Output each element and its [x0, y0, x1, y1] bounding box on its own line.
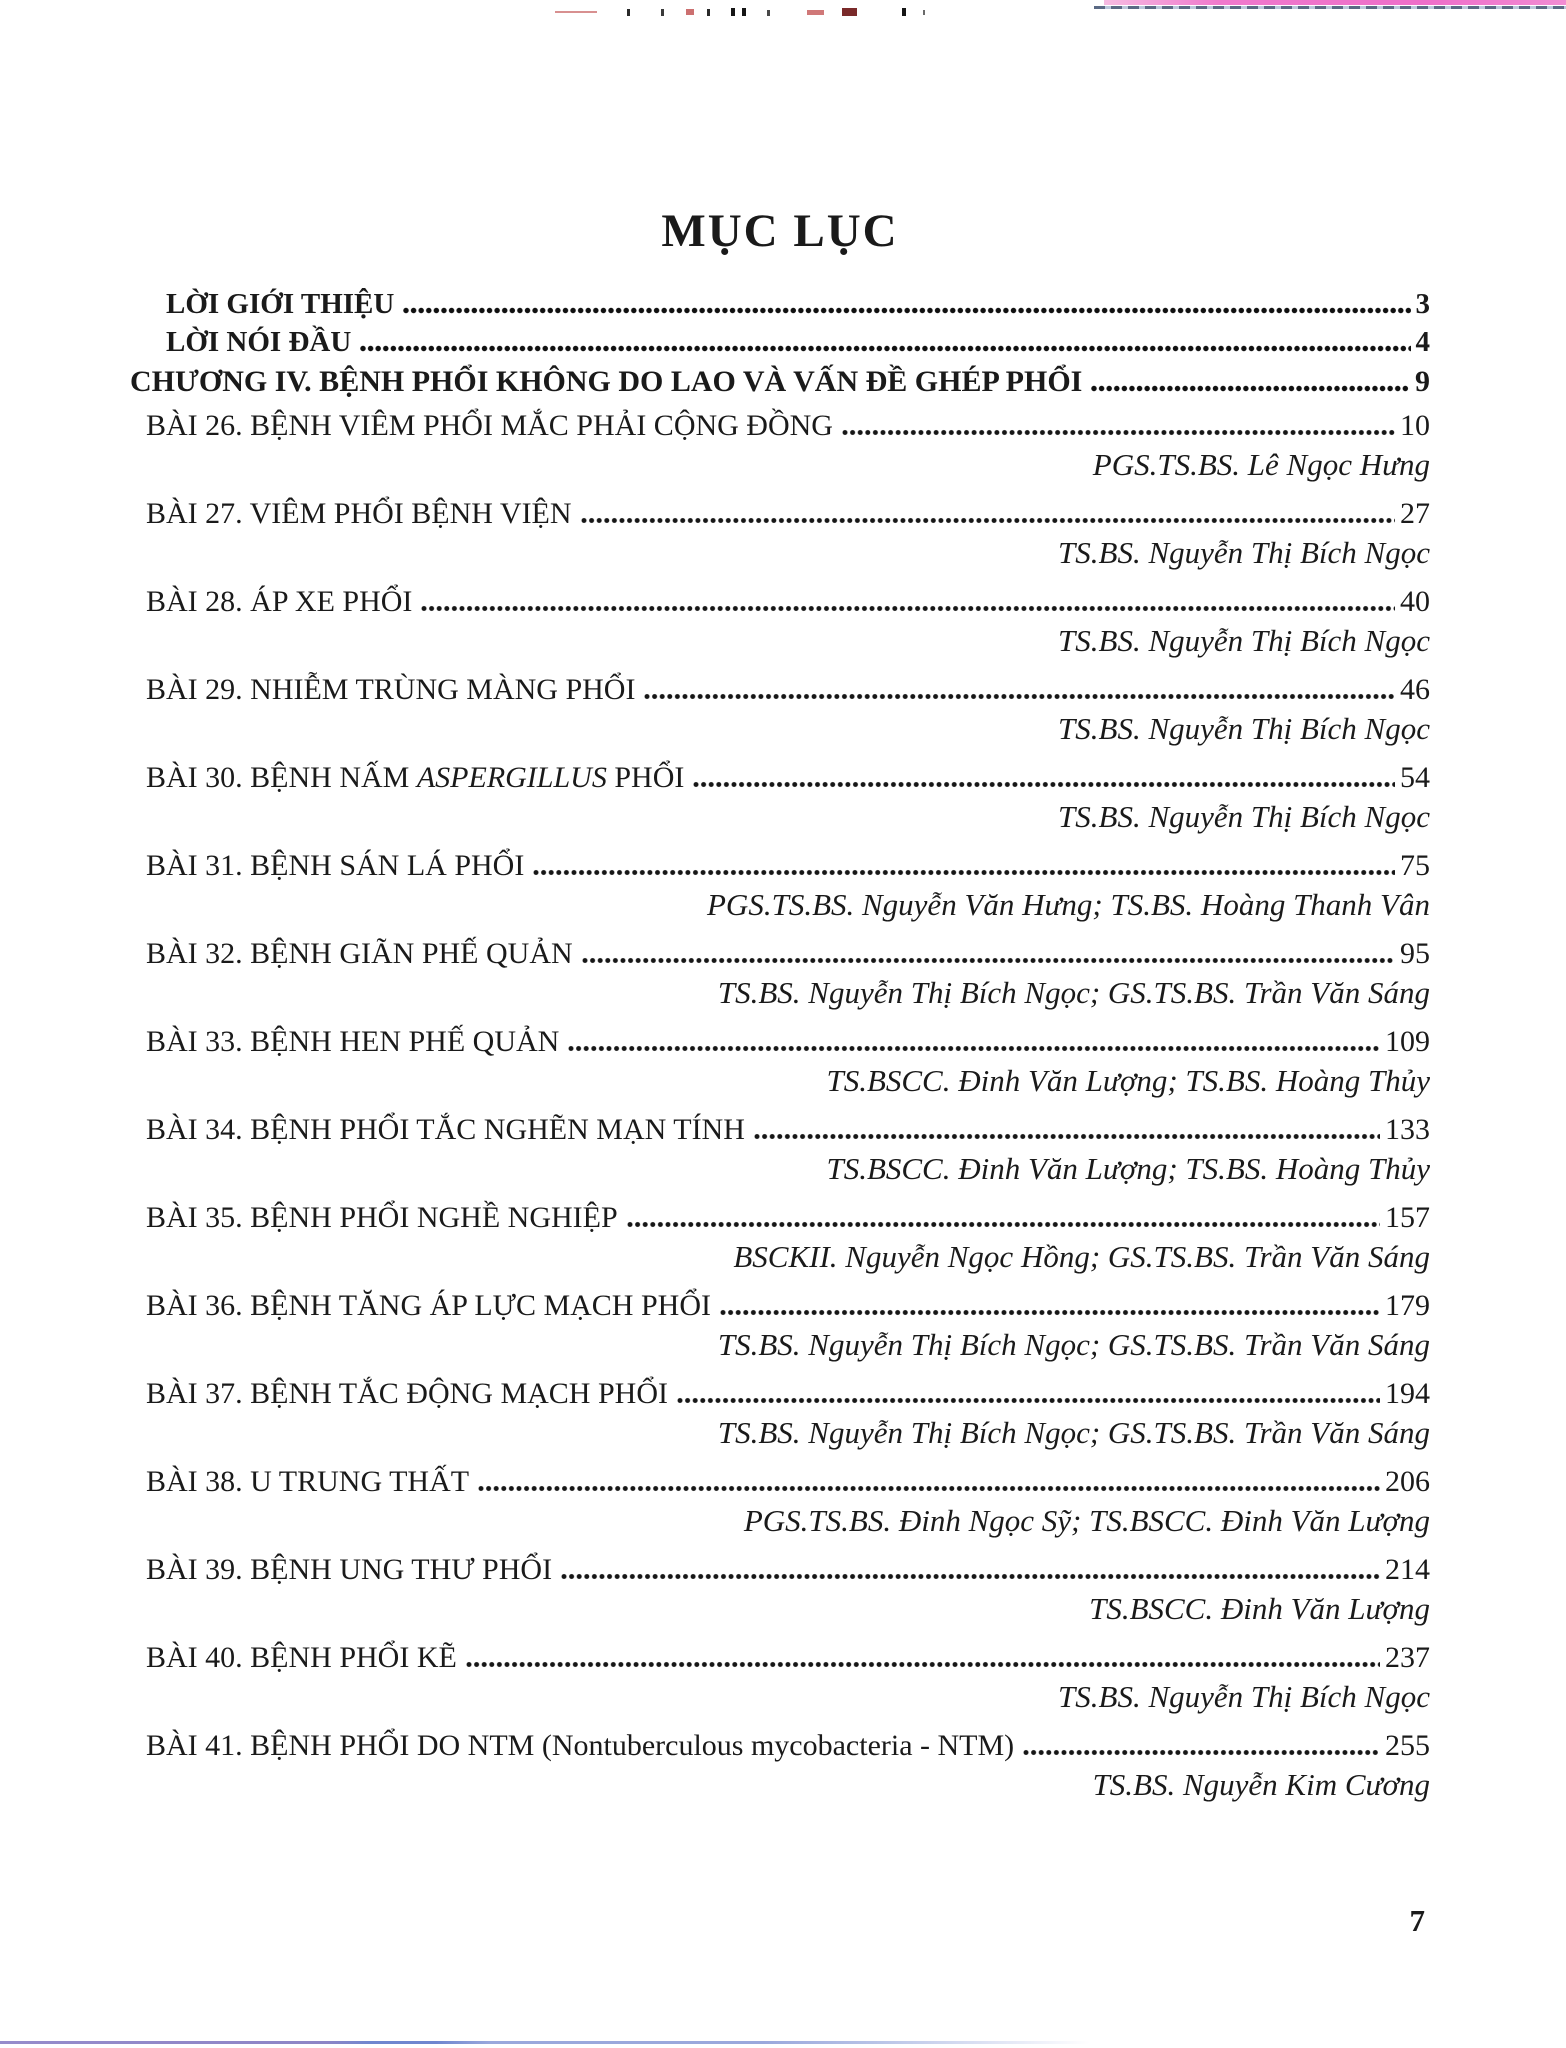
toc-list: [130, 283, 1430, 1807]
toc-entry-line: [130, 1455, 1430, 1499]
toc-entry-line: [130, 575, 1430, 619]
toc-entry-label: LỜI GIỚI THIỆU: [166, 288, 395, 320]
toc-entry-author: PGS.TS.BS. Đinh Ngọc Sỹ; TS.BSCC. Đinh Văn Lượng: [743, 1503, 1430, 1538]
toc-entry-line: [130, 1719, 1430, 1763]
toc-entry-page: 27: [1400, 497, 1430, 530]
dot-leader: [1091, 385, 1410, 392]
toc-entry: [130, 321, 1430, 359]
dot-leader: [466, 1661, 1380, 1668]
toc-entry-label: BÀI 28. ÁP XE PHỔI: [146, 585, 413, 618]
toc-entry-page: 75: [1400, 849, 1430, 882]
toc-entry-author: TS.BS. Nguyễn Kim Cương: [1092, 1767, 1430, 1802]
toc-entry-line: [130, 663, 1430, 707]
toc-entry-label: BÀI 32. BỆNH GIÃN PHẾ QUẢN: [146, 937, 573, 970]
toc-entry-line: [130, 1543, 1430, 1587]
dot-leader: [478, 1485, 1380, 1492]
toc-entry: [130, 1103, 1430, 1191]
toc-entry-line: [130, 487, 1430, 531]
toc-entry-label: BÀI 31. BỆNH SÁN LÁ PHỔI: [146, 849, 525, 882]
toc-entry-author: TS.BSCC. Đinh Văn Lượng; TS.BS. Hoàng Thủy: [826, 1151, 1430, 1186]
toc-entry-line: [130, 1015, 1430, 1059]
toc-entry-label: BÀI 34. BỆNH PHỔI TẮC NGHẼN MẠN TÍNH: [146, 1113, 745, 1146]
toc-entry-label: BÀI 40. BỆNH PHỔI KẼ: [146, 1641, 457, 1674]
toc-entry: [130, 1631, 1430, 1719]
dot-leader: [360, 345, 1410, 352]
dot-leader: [644, 693, 1395, 700]
toc-entry-author: TS.BS. Nguyễn Thị Bích Ngọc: [1058, 1679, 1430, 1714]
toc-entry-author: PGS.TS.BS. Nguyễn Văn Hưng; TS.BS. Hoàng Thanh Vân: [707, 887, 1430, 922]
toc-entry: [130, 1543, 1430, 1631]
dot-leader: [754, 1133, 1380, 1140]
toc-entry: [130, 839, 1430, 927]
toc-entry-page: 4: [1415, 326, 1430, 358]
dot-leader: [693, 781, 1395, 788]
toc-entry-page: 46: [1400, 673, 1430, 706]
toc-entry-label: BÀI 27. VIÊM PHỔI BỆNH VIỆN: [146, 497, 572, 530]
toc-entry-page: 10: [1400, 409, 1430, 442]
toc-entry-author: TS.BS. Nguyễn Thị Bích Ngọc: [1058, 535, 1430, 570]
toc-entry-author: TS.BS. Nguyễn Thị Bích Ngọc: [1058, 711, 1430, 746]
toc-entry-page: 133: [1385, 1113, 1430, 1146]
dot-leader: [533, 869, 1395, 876]
toc-entry-label: BÀI 38. U TRUNG THẤT: [146, 1465, 470, 1498]
toc-entry-page: 255: [1385, 1729, 1430, 1762]
toc-entry-label: BÀI 39. BỆNH UNG THƯ PHỔI: [146, 1553, 553, 1586]
toc-entry-author: BSCKII. Nguyễn Ngọc Hồng; GS.TS.BS. Trần Văn Sáng: [733, 1239, 1430, 1274]
toc-entry: [130, 487, 1430, 575]
toc-entry-author: PGS.TS.BS. Lê Ngọc Hưng: [1092, 447, 1430, 482]
dot-leader: [1023, 1749, 1380, 1756]
toc-entry-page: 194: [1385, 1377, 1430, 1410]
dot-leader: [581, 517, 1395, 524]
toc-entry: [130, 927, 1430, 1015]
toc-entry-page: 40: [1400, 585, 1430, 618]
toc-entry-label: BÀI 29. NHIỄM TRÙNG MÀNG PHỔI: [146, 673, 636, 706]
toc-entry-line: [130, 399, 1430, 443]
dot-leader: [568, 1045, 1380, 1052]
toc-entry-page: 95: [1400, 937, 1430, 970]
toc-entry-line: [130, 1103, 1430, 1147]
toc-entry-line: [130, 1631, 1430, 1675]
toc-entry-author: TS.BS. Nguyễn Thị Bích Ngọc: [1058, 623, 1430, 658]
toc-entry-author: TS.BS. Nguyễn Thị Bích Ngọc: [1058, 799, 1430, 834]
toc-entry: [130, 283, 1430, 321]
dot-leader: [421, 605, 1395, 612]
toc-entry-page: 3: [1415, 288, 1430, 320]
toc-entry: [130, 1279, 1430, 1367]
toc-entry: [130, 575, 1430, 663]
scan-artifact-bottom-line: [0, 2041, 1090, 2044]
toc-entry-page: 157: [1385, 1201, 1430, 1234]
folio-page-number: 7: [1409, 1903, 1425, 1938]
toc-entry-author: TS.BS. Nguyễn Thị Bích Ngọc; GS.TS.BS. Trần Văn Sáng: [717, 1415, 1430, 1450]
toc-entry-label: BÀI 36. BỆNH TĂNG ÁP LỰC MẠCH PHỔI: [146, 1289, 711, 1322]
toc-entry-line: [130, 321, 1430, 359]
scan-artifact-dash-line: [1094, 6, 1566, 9]
toc-entry: [130, 1367, 1430, 1455]
toc-entry: [130, 663, 1430, 751]
toc-entry-author: TS.BS. Nguyễn Thị Bích Ngọc; GS.TS.BS. Trần Văn Sáng: [717, 1327, 1430, 1362]
toc-entry: [130, 1015, 1430, 1103]
toc-entry: [130, 1455, 1430, 1543]
toc-entry-label: BÀI 41. BỆNH PHỔI DO NTM (Nontuberculous mycobacteria - NTM): [146, 1729, 1015, 1762]
toc-entry-author: TS.BS. Nguyễn Thị Bích Ngọc; GS.TS.BS. Trần Văn Sáng: [717, 975, 1430, 1010]
toc-entry-page: 179: [1385, 1289, 1430, 1322]
toc-entry: [130, 1719, 1430, 1807]
toc-entry-page: 109: [1385, 1025, 1430, 1058]
toc-entry-line: [130, 1367, 1430, 1411]
toc-entry-author: TS.BSCC. Đinh Văn Lượng: [1089, 1591, 1430, 1626]
toc-entry-label: BÀI 30. BỆNH NẤM ASPERGILLUS PHỔI: [146, 761, 685, 794]
toc-entry-line: [130, 1191, 1430, 1235]
toc-entry-line: [130, 927, 1430, 971]
scan-artifact-noise-marks: [555, 6, 945, 18]
toc-entry-label: BÀI 37. BỆNH TẮC ĐỘNG MẠCH PHỔI: [146, 1377, 668, 1410]
dot-leader: [582, 957, 1395, 964]
dot-leader: [842, 429, 1395, 436]
toc-entry-line: [130, 359, 1430, 399]
toc-entry-page: 54: [1400, 761, 1430, 794]
toc-entry-label: BÀI 35. BỆNH PHỔI NGHỀ NGHIỆP: [146, 1201, 618, 1234]
toc-entry-page: 206: [1385, 1465, 1430, 1498]
toc-entry-page: 237: [1385, 1641, 1430, 1674]
toc-entry-label: CHƯƠNG IV. BỆNH PHỔI KHÔNG DO LAO VÀ VẤN ĐỀ GHÉP PHỔI: [130, 365, 1083, 398]
toc-entry-page: 214: [1385, 1553, 1430, 1586]
dot-leader: [561, 1573, 1380, 1580]
toc-entry: [130, 1191, 1430, 1279]
toc-entry-label: BÀI 26. BỆNH VIÊM PHỔI MẮC PHẢI CỘNG ĐỒNG: [146, 409, 833, 442]
toc-entry-line: [130, 283, 1430, 321]
toc-entry: [130, 751, 1430, 839]
toc-entry-line: [130, 839, 1430, 883]
scan-artifact-pink-band: [1104, 0, 1566, 5]
toc-entry: [130, 399, 1430, 487]
toc-entry: [130, 359, 1430, 399]
dot-leader: [403, 307, 1410, 314]
toc-entry-label: LỜI NÓI ĐẦU: [166, 326, 352, 358]
toc-entry-page: 9: [1415, 365, 1430, 398]
page-title: MỤC LỤC: [661, 205, 899, 257]
toc-entry-line: [130, 751, 1430, 795]
dot-leader: [627, 1221, 1380, 1228]
toc-entry-line: [130, 1279, 1430, 1323]
dot-leader: [720, 1309, 1380, 1316]
toc-entry-author: TS.BSCC. Đinh Văn Lượng; TS.BS. Hoàng Thủy: [826, 1063, 1430, 1098]
toc-entry-label: BÀI 33. BỆNH HEN PHẾ QUẢN: [146, 1025, 560, 1058]
dot-leader: [677, 1397, 1380, 1404]
